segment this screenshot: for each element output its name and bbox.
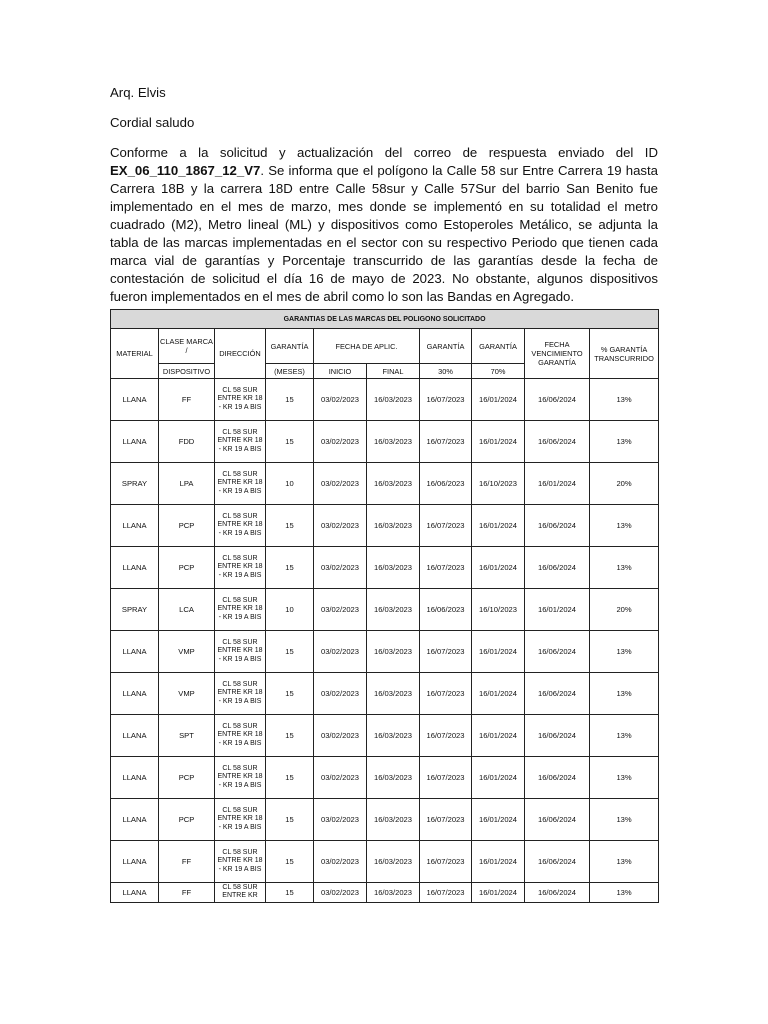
cell-garantia-30: 16/07/2023: [420, 673, 472, 715]
cell-garantia-30: 16/07/2023: [420, 547, 472, 589]
cell-direccion: CL 58 SUR ENTRE KR 18 - KR 19 A BIS: [215, 589, 266, 631]
cell-transcurrido: 13%: [590, 841, 659, 883]
cell-garantia-70: 16/01/2024: [472, 757, 525, 799]
cell-garantia-70: 16/01/2024: [472, 883, 525, 903]
cell-inicio: 03/02/2023: [314, 379, 367, 421]
cell-direccion-text: CL 58 SUR ENTRE KR: [222, 884, 258, 900]
table-row: [111, 757, 659, 799]
request-id: EX_06_110_1867_12_V7: [110, 163, 261, 178]
table-row: [111, 631, 659, 673]
header-pct-30: 30%: [420, 364, 472, 379]
cell-vencimiento: 16/01/2024: [525, 463, 590, 505]
cell-meses: 15: [266, 421, 314, 463]
cell-garantia-70: 16/01/2024: [472, 841, 525, 883]
table-row: [111, 841, 659, 883]
cell-direccion: CL 58 SUR ENTRE KR 18 - KR 19 A BIS: [215, 799, 266, 841]
cell-transcurrido: 13%: [590, 757, 659, 799]
cell-inicio: 03/02/2023: [314, 715, 367, 757]
cell-meses: 15: [266, 757, 314, 799]
cell-transcurrido: 13%: [590, 547, 659, 589]
paragraph-intro: Conforme a la solicitud y actualización del correo de respuesta enviado del ID: [110, 145, 658, 160]
cell-transcurrido: 20%: [590, 463, 659, 505]
cell-final: 16/03/2023: [367, 715, 420, 757]
cell-inicio: 03/02/2023: [314, 757, 367, 799]
cell-material: LLANA: [111, 715, 159, 757]
cell-material: LLANA: [111, 379, 159, 421]
cell-direccion: CL 58 SUR ENTRE KR 18 - KR 19 A BIS: [215, 757, 266, 799]
header-pct-70: 70%: [472, 364, 525, 379]
cell-clase: LCA: [159, 589, 215, 631]
cell-material: LLANA: [111, 883, 159, 903]
cell-garantia-70: 16/10/2023: [472, 589, 525, 631]
cell-material: LLANA: [111, 841, 159, 883]
cell-garantia-70: 16/01/2024: [472, 673, 525, 715]
table-row: [111, 799, 659, 841]
table-row: [111, 883, 659, 903]
cell-inicio: 03/02/2023: [314, 841, 367, 883]
cell-garantia-30: 16/07/2023: [420, 505, 472, 547]
cell-material: LLANA: [111, 421, 159, 463]
cell-direccion: CL 58 SUR ENTRE KR 18 - KR 19 A BIS: [215, 379, 266, 421]
cell-garantia-70: 16/01/2024: [472, 505, 525, 547]
header-meses: (MESES): [266, 364, 314, 379]
cell-garantia-30: 16/07/2023: [420, 631, 472, 673]
cell-final: 16/03/2023: [367, 673, 420, 715]
cell-transcurrido: 13%: [590, 673, 659, 715]
cell-inicio: 03/02/2023: [314, 505, 367, 547]
cell-transcurrido: 20%: [590, 589, 659, 631]
cell-inicio: 03/02/2023: [314, 673, 367, 715]
cell-direccion: CL 58 SUR ENTRE KR 18 - KR 19 A BIS: [215, 505, 266, 547]
cell-material: LLANA: [111, 757, 159, 799]
cell-direccion: CL 58 SUR ENTRE KR 18 - KR 19 A BIS: [215, 631, 266, 673]
cell-clase: PCP: [159, 505, 215, 547]
cell-direccion: CL 58 SUR ENTRE KR 18 - KR 19 A BIS: [215, 841, 266, 883]
cell-material: LLANA: [111, 799, 159, 841]
cell-garantia-30: 16/07/2023: [420, 841, 472, 883]
cell-meses: 15: [266, 631, 314, 673]
cell-final: 16/03/2023: [367, 421, 420, 463]
cell-vencimiento: 16/06/2024: [525, 631, 590, 673]
cell-garantia-30: 16/07/2023: [420, 883, 472, 903]
cell-meses: 15: [266, 799, 314, 841]
cell-clase: FDD: [159, 421, 215, 463]
table-row: [111, 547, 659, 589]
cell-final: 16/03/2023: [367, 547, 420, 589]
cell-clase: FF: [159, 841, 215, 883]
cell-transcurrido: 13%: [590, 631, 659, 673]
table-row: [111, 589, 659, 631]
cell-final: 16/03/2023: [367, 589, 420, 631]
cell-inicio: 03/02/2023: [314, 421, 367, 463]
cell-garantia-30: 16/06/2023: [420, 463, 472, 505]
cell-meses: 15: [266, 715, 314, 757]
cell-clase: PCP: [159, 799, 215, 841]
cell-inicio: 03/02/2023: [314, 799, 367, 841]
cell-vencimiento: 16/01/2024: [525, 589, 590, 631]
cell-vencimiento: 16/06/2024: [525, 883, 590, 903]
cell-clase: VMP: [159, 673, 215, 715]
cell-vencimiento: 16/06/2024: [525, 421, 590, 463]
cell-material: LLANA: [111, 547, 159, 589]
cell-clase: FF: [159, 883, 215, 903]
cell-meses: 15: [266, 547, 314, 589]
cell-direccion: CL 58 SUR ENTRE KR 18 - KR 19 A BIS: [215, 421, 266, 463]
cell-garantia-30: 16/06/2023: [420, 589, 472, 631]
cell-garantia-30: 16/07/2023: [420, 421, 472, 463]
cell-garantia-70: 16/01/2024: [472, 379, 525, 421]
cell-garantia-70: 16/01/2024: [472, 631, 525, 673]
cell-vencimiento: 16/06/2024: [525, 841, 590, 883]
cell-vencimiento: 16/06/2024: [525, 799, 590, 841]
cell-transcurrido: 13%: [590, 799, 659, 841]
cell-material: SPRAY: [111, 589, 159, 631]
cell-transcurrido: 13%: [590, 715, 659, 757]
header-garantia-70: GARANTÍA: [472, 329, 525, 364]
cell-clase: VMP: [159, 631, 215, 673]
letter-paragraph: [110, 144, 658, 306]
cell-material: SPRAY: [111, 463, 159, 505]
table-row: [111, 421, 659, 463]
cell-final: 16/03/2023: [367, 631, 420, 673]
header-garantia: GARANTÍA: [266, 329, 314, 364]
cell-meses: 15: [266, 379, 314, 421]
cell-garantia-30: 16/07/2023: [420, 757, 472, 799]
greeting: Cordial saludo: [110, 115, 195, 130]
cell-garantia-70: 16/01/2024: [472, 421, 525, 463]
cell-garantia-30: 16/07/2023: [420, 799, 472, 841]
cell-meses: 10: [266, 463, 314, 505]
table-row: [111, 715, 659, 757]
cell-material: LLANA: [111, 673, 159, 715]
cell-inicio: 03/02/2023: [314, 589, 367, 631]
cell-final: 16/03/2023: [367, 883, 420, 903]
cell-clase: FF: [159, 379, 215, 421]
header-dispositivo: DISPOSITIVO: [159, 364, 215, 379]
cell-meses: 15: [266, 505, 314, 547]
table-row: [111, 379, 659, 421]
cell-final: 16/03/2023: [367, 757, 420, 799]
cell-meses: 10: [266, 589, 314, 631]
cell-meses: 15: [266, 673, 314, 715]
cell-inicio: 03/02/2023: [314, 631, 367, 673]
cell-transcurrido: 13%: [590, 505, 659, 547]
cell-vencimiento: 16/06/2024: [525, 715, 590, 757]
cell-garantia-70: 16/10/2023: [472, 463, 525, 505]
cell-final: 16/03/2023: [367, 505, 420, 547]
cell-vencimiento: 16/06/2024: [525, 379, 590, 421]
cell-final: 16/03/2023: [367, 841, 420, 883]
paragraph-rest: . Se informa que el polígono la Calle 58 sur Entre Carrera 19 hasta Carrera 18B y la carrera 18D entre Calle 58sur y Calle 57Sur del barrio San Benito fue implementado en el mes de marzo, mes donde se implementó en su totalidad el metro cuadrado (M2), Metro lineal (ML) y dispositivos como Estoperoles Metálico, se adjunta la tabla de las marcas implementadas en el sector con su respectivo Periodo que tienen cada marca vial de garantías y Porcentaje transcurrido de las garantías desde la fecha de contestación de solicitud el día 16 de mayo de 2023. No obstante, algunos dispositivos fueron implementados en el mes de abril como lo son las Bandas en Agregado.: [110, 163, 658, 304]
header-material: MATERIAL: [111, 329, 159, 379]
salutation: Arq. Elvis: [110, 85, 166, 100]
cell-clase: SPT: [159, 715, 215, 757]
cell-material: LLANA: [111, 631, 159, 673]
cell-inicio: 03/02/2023: [314, 883, 367, 903]
cell-transcurrido: 13%: [590, 379, 659, 421]
table-title: GARANTIAS DE LAS MARCAS DEL POLIGONO SOLICITADO: [111, 310, 659, 329]
cell-clase: PCP: [159, 757, 215, 799]
cell-vencimiento: 16/06/2024: [525, 505, 590, 547]
cell-final: 16/03/2023: [367, 799, 420, 841]
cell-direccion: CL 58 SUR ENTRE KR 18 - KR 19 A BIS: [215, 673, 266, 715]
letter-body: [110, 84, 658, 306]
cell-vencimiento: 16/06/2024: [525, 673, 590, 715]
table-row: [111, 463, 659, 505]
cell-garantia-70: 16/01/2024: [472, 715, 525, 757]
cell-meses: 15: [266, 883, 314, 903]
header-direccion: DIRECCIÓN: [215, 329, 266, 379]
cell-direccion: CL 58 SUR ENTRE KR 18 - KR 19 A BIS: [215, 547, 266, 589]
cell-inicio: 03/02/2023: [314, 547, 367, 589]
cell-vencimiento: 16/06/2024: [525, 757, 590, 799]
cell-material: LLANA: [111, 505, 159, 547]
header-vencimiento: FECHA VENCIMIENTO GARANTÍA: [525, 329, 590, 379]
header-final: FINAL: [367, 364, 420, 379]
cell-direccion: CL 58 SUR ENTRE KR 18 - KR 19 A BIS: [215, 715, 266, 757]
cell-transcurrido: 13%: [590, 883, 659, 903]
header-transcurrido: % GARANTÍA TRANSCURRIDO: [590, 329, 659, 379]
cell-garantia-70: 16/01/2024: [472, 799, 525, 841]
cell-direccion: CL 58 SUR ENTRE KR 18 - KR 19 A BIS: [215, 463, 266, 505]
cell-garantia-30: 16/07/2023: [420, 715, 472, 757]
cell-final: 16/03/2023: [367, 379, 420, 421]
cell-direccion: [215, 883, 266, 903]
table-row: [111, 673, 659, 715]
cell-meses: 15: [266, 841, 314, 883]
warranty-table: [110, 309, 659, 903]
cell-garantia-70: 16/01/2024: [472, 547, 525, 589]
header-clase: CLASE MARCA /: [159, 329, 215, 364]
cell-garantia-30: 16/07/2023: [420, 379, 472, 421]
table-row: [111, 505, 659, 547]
cell-transcurrido: 13%: [590, 421, 659, 463]
cell-inicio: 03/02/2023: [314, 463, 367, 505]
header-inicio: INICIO: [314, 364, 367, 379]
header-fecha-aplic: FECHA DE APLIC.: [314, 329, 420, 364]
cell-final: 16/03/2023: [367, 463, 420, 505]
cell-clase: PCP: [159, 547, 215, 589]
cell-vencimiento: 16/06/2024: [525, 547, 590, 589]
header-garantia-30: GARANTÍA: [420, 329, 472, 364]
cell-clase: LPA: [159, 463, 215, 505]
